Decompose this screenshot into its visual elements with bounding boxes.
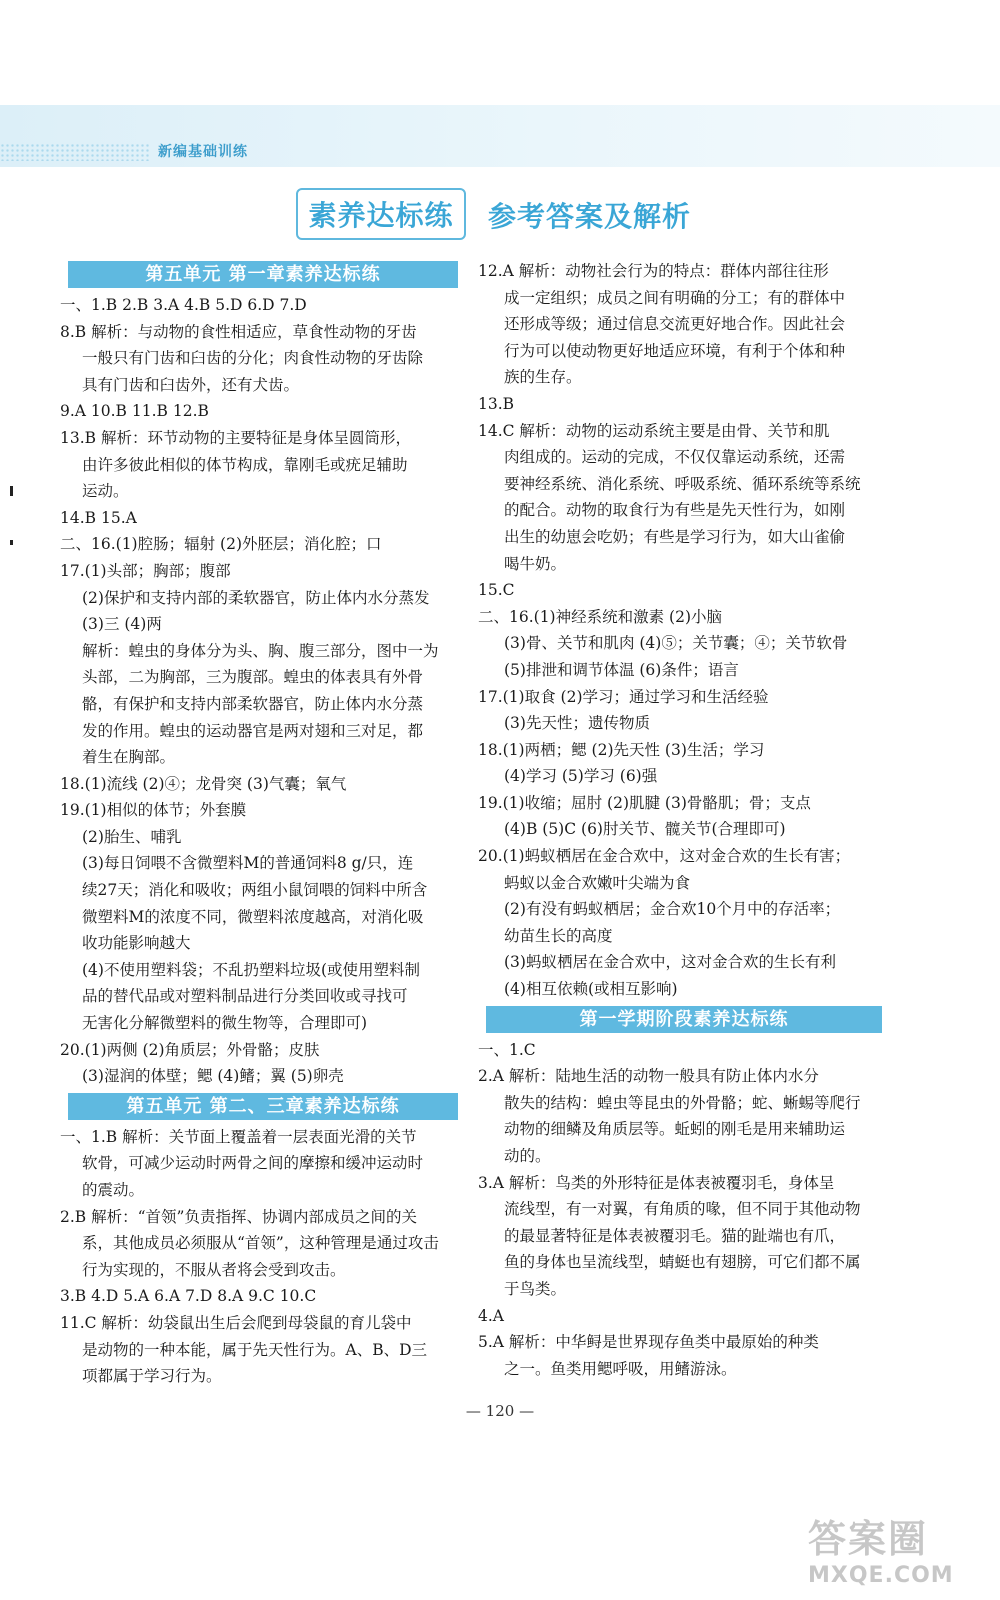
answer-line: 13.B <box>478 394 515 413</box>
answer-line: 具有门齿和臼齿外，还有犬齿。 <box>82 375 300 394</box>
answer-line: 软骨，可减少运动时两骨之间的摩擦和缓冲运动时 <box>82 1154 424 1173</box>
answer-line: 的震动。 <box>82 1181 145 1199</box>
answer-line: 3.B 4.D 5.A 6.A 7.D 8.A 9.C 10.C <box>60 1287 317 1306</box>
answer-line: (3)蚂蚁栖居在金合欢中，这对金合欢的生长有利 <box>504 953 836 972</box>
answer-line: 出生的幼崽会吃奶；有些是学习行为，如大山雀偷 <box>504 527 846 546</box>
answer-line: 系，其他成员必须服从“首领”，这种管理是通过攻击 <box>82 1234 439 1253</box>
header-band <box>0 105 1000 167</box>
scan-edge-mark <box>10 486 13 496</box>
answer-line: 一、1.B 2.B 3.A 4.B 5.D 6.D 7.D <box>60 296 307 314</box>
page-number: — 120 — <box>465 1402 535 1420</box>
answer-line: 13.B 解析：环节动物的主要特征是身体呈圆筒形， <box>60 428 411 447</box>
answer-line: (4)B (5)C (6)肘关节、髋关节(合理即可) <box>504 820 786 839</box>
watermark-url: MXQE.COM <box>808 1563 954 1588</box>
answer-line: (2)有没有蚂蚁栖居；金合欢10个月中的存活率； <box>504 900 841 919</box>
answer-line: 14.C 解析：动物的运动系统主要是由骨、关节和肌 <box>478 421 830 440</box>
answer-line: (2)保护和支持内部的柔软器官，防止体内水分蒸发 <box>82 588 430 607</box>
answer-line: 14.B 15.A <box>60 508 137 527</box>
watermark-logo: 答案圈 <box>808 1517 929 1561</box>
answer-line: 流线型，有一对翼，有角质的喙，但不同于其他动物 <box>504 1200 861 1219</box>
answer-line: (2)胎生、哺乳 <box>82 827 182 846</box>
answer-line: 行为可以使动物更好地适应环境，有利于个体和种 <box>504 341 846 360</box>
answer-line: 4.A <box>478 1306 504 1325</box>
answer-line: (4)相互依赖(或相互影响) <box>504 980 678 999</box>
answer-line: 喝牛奶。 <box>504 554 567 573</box>
answer-line: 20.(1)蚂蚁栖居在金合欢中，这对金合欢的生长有害； <box>478 847 851 866</box>
right-column <box>478 258 890 1382</box>
answer-line: 的配合。动物的取食行为有些是先天性行为，如刚 <box>504 501 846 520</box>
header-dot-pattern <box>0 143 150 161</box>
answer-line: 15.C <box>478 581 515 600</box>
answer-line: 成一定组织；成员之间有明确的分工；有的群体中 <box>504 288 846 307</box>
answer-line: (5)排泄和调节体温 (6)条件；语言 <box>504 660 739 679</box>
answer-line: 肉组成的。运动的完成，不仅仅靠运动系统，还需 <box>504 448 846 467</box>
answer-line: 一、1.B 解析：关节面上覆盖着一层表面光滑的关节 <box>60 1127 417 1146</box>
series-name: 新编基础训练 <box>158 144 248 160</box>
answer-line: 无害化分解微塑料的微生物等，合理即可) <box>82 1014 368 1033</box>
answer-line: 族的生存。 <box>504 368 582 387</box>
answer-line: 着生在胸部。 <box>82 748 176 767</box>
left-column <box>60 258 466 1390</box>
answer-line: 19.(1)相似的体节；外套膜 <box>60 801 247 820</box>
answer-line: 之一。鱼类用鳃呼吸，用鳍游泳。 <box>504 1359 737 1378</box>
answer-line: 骼，有保护和支持内部柔软器官，防止体内水分蒸 <box>82 694 424 713</box>
answer-line: 一般只有门齿和臼齿的分化；肉食性动物的牙齿除 <box>82 349 424 368</box>
answer-line: 幼苗生长的高度 <box>504 926 613 945</box>
answer-line: 发的作用。蝗虫的运动器官是两对翅和三对足，都 <box>82 721 424 740</box>
section-banner: 第五单元 第二、三章素养达标练 <box>68 1093 458 1120</box>
scan-edge-mark <box>10 540 13 545</box>
answer-line: 头部，二为胸部，三为腹部。蝗虫的体表具有外骨 <box>82 668 424 687</box>
answer-line: 动物的细鳞及角质层等。蚯蚓的刚毛是用来辅助运 <box>504 1120 846 1139</box>
title-boxed: 素养达标练 <box>296 188 466 240</box>
answer-line: (3)骨、关节和肌肉 (4)⑤；关节囊；④；关节软骨 <box>504 634 848 653</box>
answer-line: 要神经系统、消化系统、呼吸系统、循环系统等系统 <box>504 474 861 493</box>
answer-line: 2.A 解析：陆地生活的动物一般具有防止体内水分 <box>478 1067 819 1086</box>
answer-line: 于鸟类。 <box>504 1279 567 1298</box>
answer-line: 11.C 解析：幼袋鼠出生后会爬到母袋鼠的育儿袋中 <box>60 1313 412 1332</box>
answer-line: 17.(1)取食 (2)学习；通过学习和生活经验 <box>478 687 769 706</box>
answer-line: 5.A 解析：中华鲟是世界现存鱼类中最原始的种类 <box>478 1333 819 1352</box>
answer-line: 散失的结构：蝗虫等昆虫的外骨骼；蛇、蜥蜴等爬行 <box>504 1093 861 1112</box>
answer-line: 19.(1)收缩；屈肘 (2)肌腱 (3)骨骼肌；骨；支点 <box>478 793 811 812</box>
answer-line: 20.(1)两侧 (2)角质层；外骨骼；皮肤 <box>60 1040 320 1059</box>
answer-line: 8.B 解析：与动物的食性相适应，草食性动物的牙齿 <box>60 322 417 341</box>
answer-line: 运动。 <box>82 482 129 501</box>
answer-line: 3.A 解析：鸟类的外形特征是体表被覆羽毛，身体呈 <box>478 1173 835 1192</box>
answer-line: 18.(1)两栖；鳃 (2)先天性 (3)生活；学习 <box>478 740 765 759</box>
answer-line: 蚂蚁以金合欢嫩叶尖端为食 <box>504 873 691 892</box>
answer-line: 收功能影响越大 <box>82 934 191 953</box>
answer-line: 由许多彼此相似的体节构成，靠刚毛或疣足辅助 <box>82 455 408 474</box>
answer-line: (3)湿润的体壁；鳃 (4)鳍；翼 (5)卵壳 <box>82 1067 344 1086</box>
answer-line: (3)每日饲喂不含微塑料M的普通饲料8 g/只，连 <box>82 854 414 873</box>
answer-line: (3)先天性；遗传物质 <box>504 714 650 733</box>
answer-line: 2.B 解析：“首领”负责指挥、协调内部成员之间的关 <box>60 1207 417 1226</box>
answer-line: 二、16.(1)腔肠；辐射 (2)外胚层；消化腔；口 <box>60 535 382 554</box>
answer-line: 9.A 10.B 11.B 12.B <box>60 402 209 421</box>
answer-line: 解析：蝗虫的身体分为头、胸、腹三部分，图中一为 <box>82 641 439 660</box>
answer-line: 12.A 解析：动物社会行为的特点：群体内部往往形 <box>478 262 829 280</box>
answer-line: 项都属于学习行为。 <box>82 1367 222 1386</box>
answer-line: 还形成等级；通过信息交流更好地合作。因此社会 <box>504 315 846 334</box>
answer-line: 微塑料M的浓度不同，微塑料浓度越高，对消化吸 <box>82 907 424 926</box>
answer-line: 行为实现的，不服从者将会受到攻击。 <box>82 1260 346 1279</box>
title-text: 参考答案及解析 <box>488 200 692 233</box>
section-banner: 第一学期阶段素养达标练 <box>486 1006 882 1033</box>
answer-line: 鱼的身体也呈流线型，蜻蜓也有翅膀，可它们都不属 <box>504 1253 861 1272</box>
answer-line: (4)不使用塑料袋；不乱扔塑料垃圾(或使用塑料制 <box>82 960 421 979</box>
answer-line: (3)三 (4)两 <box>82 615 162 634</box>
answer-line: 17.(1)头部；胸部；腹部 <box>60 561 231 580</box>
answer-line: 18.(1)流线 (2)④；龙骨突 (3)气囊；氧气 <box>60 774 347 793</box>
answer-line: 二、16.(1)神经系统和激素 (2)小脑 <box>478 607 722 626</box>
answer-line: (4)学习 (5)学习 (6)强 <box>504 767 658 786</box>
watermark <box>808 1508 973 1590</box>
answer-line: 的最显著特征是体表被覆羽毛。猫的趾端也有爪， <box>504 1226 846 1245</box>
answer-line: 是动物的一种本能，属于先天性行为。A、B、D三 <box>82 1340 428 1359</box>
answer-line: 续27天；消化和吸收；两组小鼠饲喂的饲料中所含 <box>82 881 428 900</box>
answer-line: 一、1.C <box>478 1040 536 1059</box>
answer-line: 动的。 <box>504 1147 551 1165</box>
section-banner: 第五单元 第一章素养达标练 <box>68 261 458 288</box>
answer-line: 品的替代品或对塑料制品进行分类回收或寻找可 <box>82 987 408 1006</box>
